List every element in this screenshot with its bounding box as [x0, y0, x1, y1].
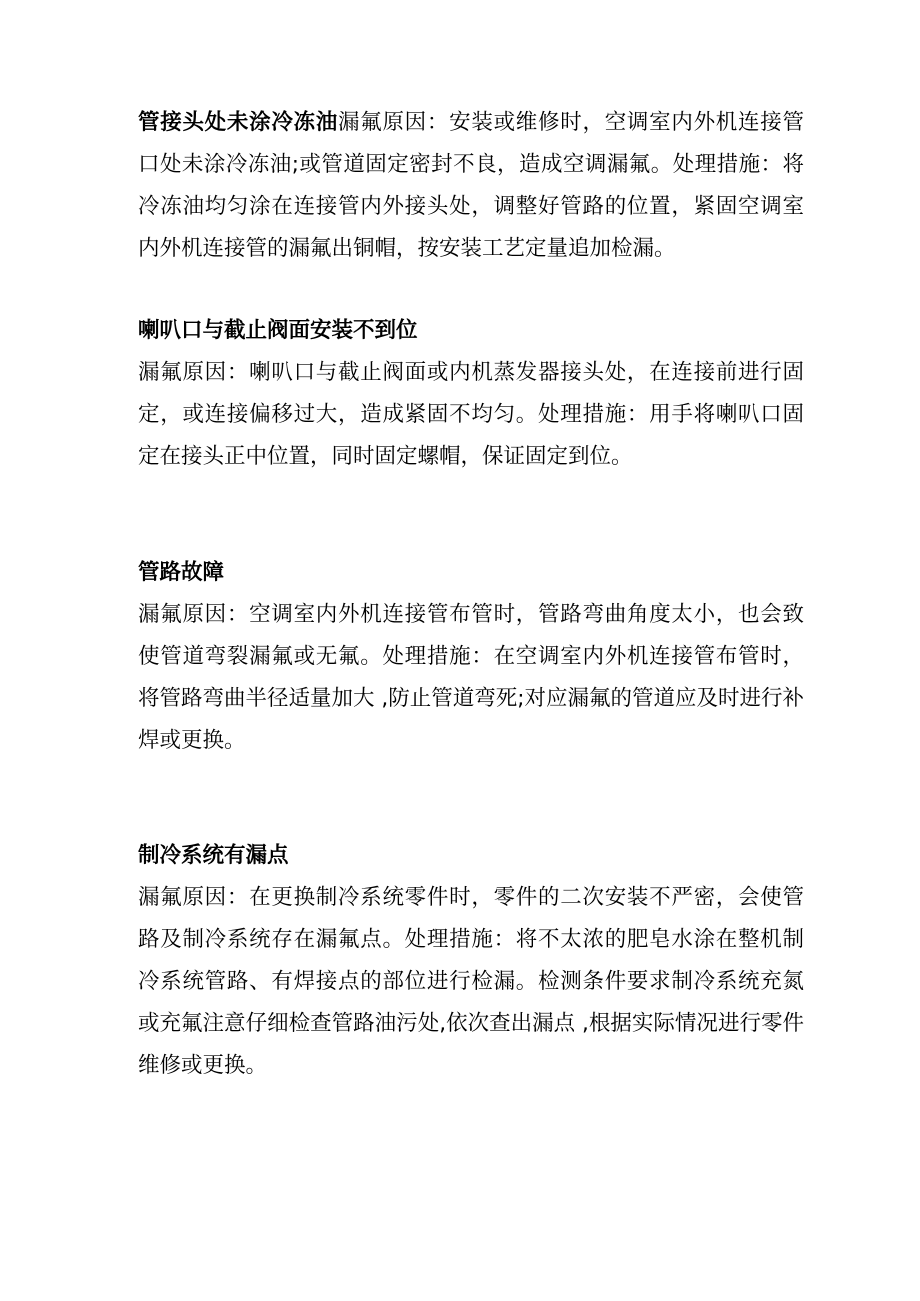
section-heading: 制冷系统有漏点 [138, 843, 289, 868]
section-lead-title: 管接头处未涂冷冻油 [138, 110, 339, 135]
section-flare-valve [138, 310, 804, 478]
section-body: 漏氟原因：安装或维修时，空调室内外机连接管口处未涂冷冻油;或管道固定密封不良，造成空调漏氟。处理措施：将冷冻油均匀涂在连接管内外接头处，调整好管路的位置，紧固空调室内外机连接管的漏氟出铜帽，按安装工艺定量追加检漏。 [138, 110, 804, 261]
section-heading: 管路故障 [138, 560, 225, 585]
section-body: 漏氟原因：空调室内外机连接管布管时，管路弯曲角度太小，也会致使管道弯裂漏氟或无氟。处理措施：在空调室内外机连接管布管时，将管路弯曲半径适量加大 ,防止管道弯死;对应漏氟的管道应及时进行补焊或更换。 [138, 602, 804, 753]
section-paragraph [138, 102, 804, 270]
section-system-leak [138, 835, 804, 1087]
section-body: 漏氟原因：在更换制冷系统零件时，零件的二次安装不严密，会使管路及制冷系统存在漏氟点。处理措施：将不太浓的肥皂水涂在整机制冷系统管路、有焊接点的部位进行检漏。检测条件要求制冷系统充氮或充氟注意仔细检查管路油污处,依次查出漏点 ,根据实际情况进行零件维修或更换。 [138, 885, 804, 1078]
section-fitting-oil [138, 102, 804, 270]
section-heading: 喇叭口与截止阀面安装不到位 [138, 318, 418, 343]
section-pipe-fault [138, 552, 804, 762]
section-body: 漏氟原因：喇叭口与截止阀面或内机蒸发器接头处，在连接前进行固定，或连接偏移过大，造成紧固不均匀。处理措施：用手将喇叭口固定在接头正中位置，同时固定螺帽，保证固定到位。 [138, 360, 804, 469]
